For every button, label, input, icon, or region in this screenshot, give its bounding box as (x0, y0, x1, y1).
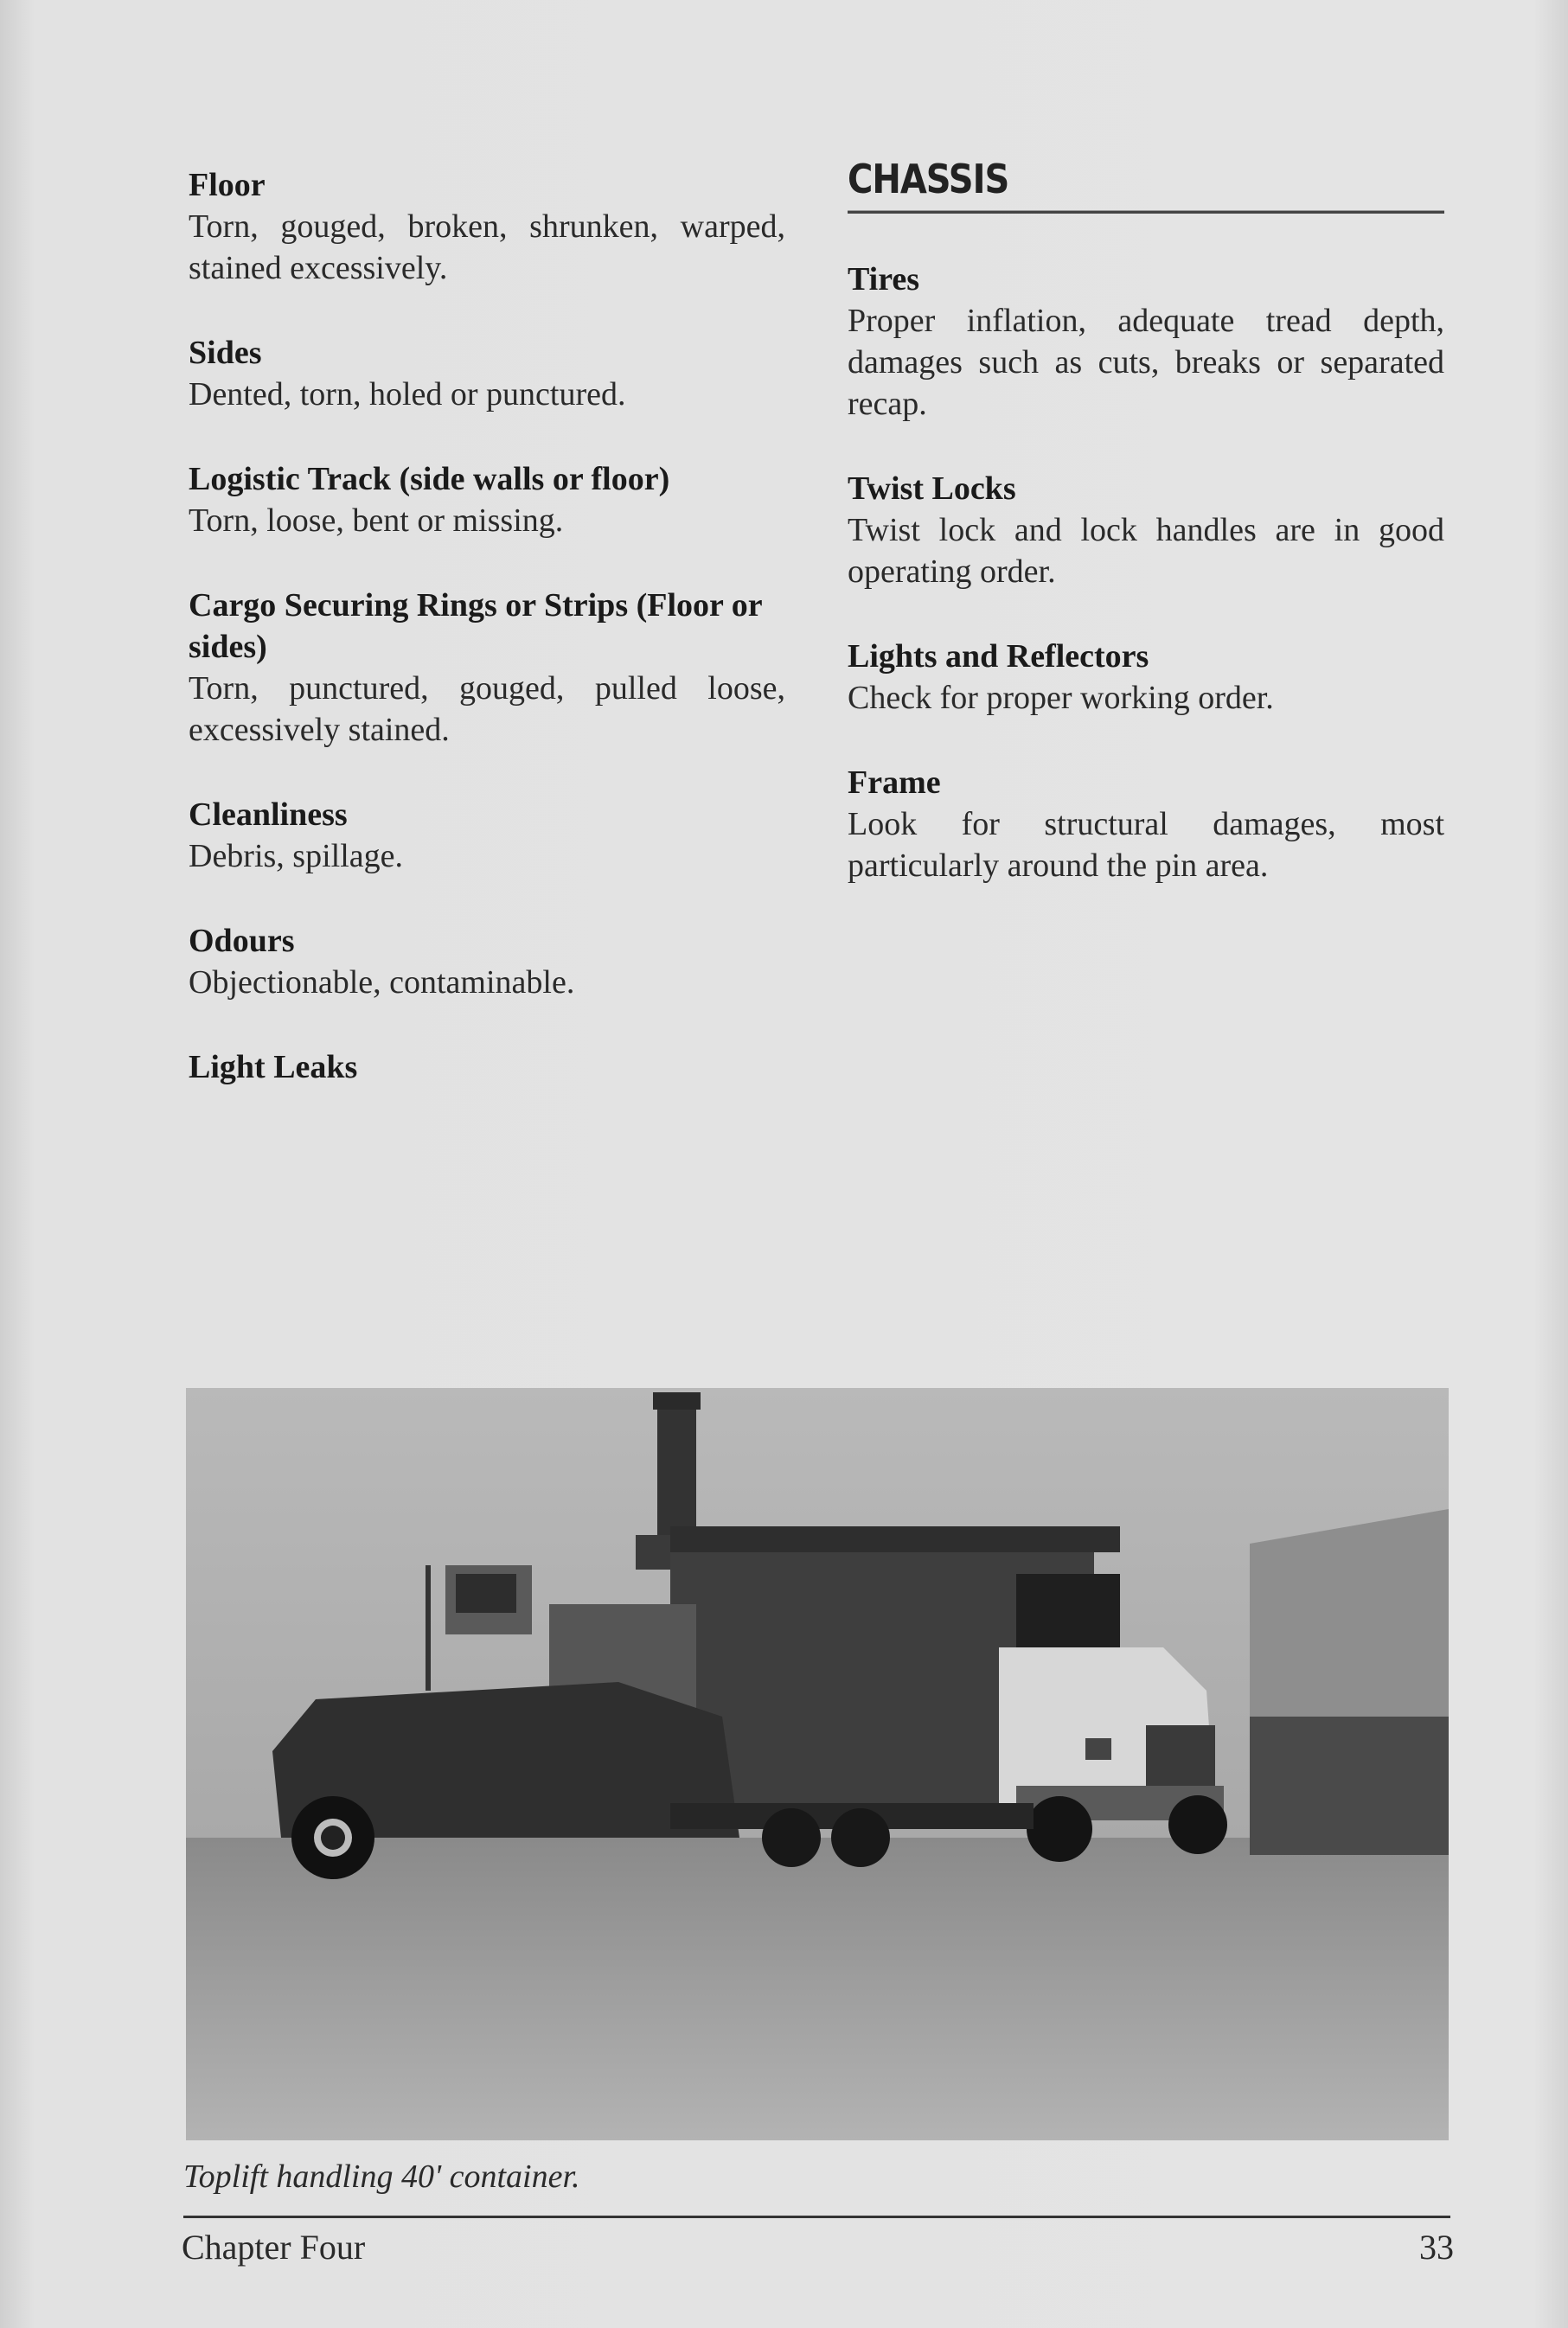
section-heading: CHASSIS (848, 157, 1444, 214)
item-cargo-securing (189, 585, 785, 751)
item-body: Objectionable, contaminable. (189, 964, 575, 1001)
item-logistic-track (189, 458, 785, 541)
item-title: Cleanliness (189, 796, 348, 833)
item-title: Floor (189, 167, 266, 203)
item-body: Look for structural damages, most particularly around the pin area. (848, 806, 1444, 884)
item-cleanliness (189, 794, 785, 877)
footer-divider (183, 2216, 1450, 2218)
right-column (848, 157, 1444, 930)
item-body: Check for proper working order. (848, 680, 1274, 716)
chapter-label: Chapter Four (182, 2228, 366, 2267)
item-title: Light Leaks (189, 1049, 358, 1085)
item-title: Logistic Track (side walls or floor) (189, 461, 670, 497)
item-body: Torn, loose, bent or missing. (189, 502, 564, 539)
item-body: Proper inflation, adequate tread depth, damages such as cuts, breaks or separated recap. (848, 303, 1444, 422)
toplift-photo (186, 1388, 1449, 2140)
item-floor (189, 164, 785, 289)
item-body: Torn, punctured, gouged, pulled loose, excessively stained. (189, 670, 785, 748)
left-column (189, 164, 785, 1131)
item-body: Twist lock and lock handles are in good operating order. (848, 512, 1444, 590)
item-title: Odours (189, 923, 295, 959)
photo-illustration (186, 1388, 1449, 2140)
item-body: Torn, gouged, broken, shrunken, warped, stained excessively. (189, 208, 785, 286)
item-title: Cargo Securing Rings or Strips (Floor or sides) (189, 587, 762, 665)
item-title: Tires (848, 261, 920, 297)
item-tires (848, 259, 1444, 425)
item-sides (189, 332, 785, 415)
page-number: 33 (1419, 2228, 1454, 2267)
photo-caption: Toplift handling 40' container. (183, 2159, 580, 2195)
item-body: Dented, torn, holed or punctured. (189, 376, 626, 413)
item-title: Frame (848, 764, 941, 801)
item-title: Twist Locks (848, 470, 1016, 507)
item-lights-reflectors (848, 636, 1444, 719)
item-frame (848, 762, 1444, 886)
item-odours (189, 920, 785, 1003)
item-light-leaks (189, 1046, 785, 1088)
item-twist-locks (848, 468, 1444, 592)
item-body: Debris, spillage. (189, 838, 404, 874)
item-title: Sides (189, 335, 262, 371)
item-title: Lights and Reflectors (848, 638, 1149, 675)
